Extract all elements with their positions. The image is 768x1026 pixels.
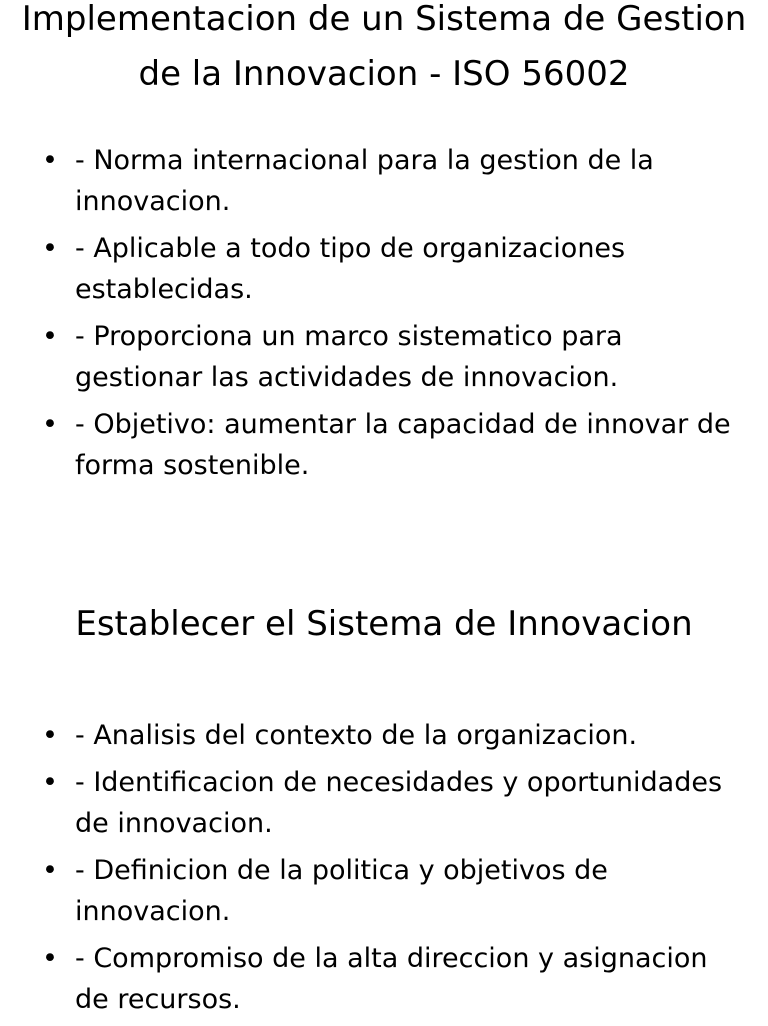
bullet-list: [38, 715, 738, 1026]
bullet-text: - Aplicable a todo tipo de organizaciones establecidas.: [75, 233, 626, 305]
bullet-text: - Analisis del contexto de la organizacion.: [75, 720, 638, 751]
bullet-dot-icon: •: [42, 145, 58, 176]
bullet-item: [38, 715, 738, 756]
slide-title: Establecer el Sistema de Innovacion: [75, 604, 693, 644]
bullet-text: - Definicion de la politica y objetivos de innovacion.: [75, 855, 608, 927]
bullet-list: [38, 140, 738, 492]
bullet-text: - Compromiso de la alta direccion y asignacion de recursos.: [75, 943, 708, 1015]
bullet-text: - Proporciona un marco sistematico para gestionar las actividades de innovacion.: [75, 321, 623, 393]
bullet-item: [38, 228, 738, 310]
bullet-item: [38, 140, 738, 222]
slide-1: [0, 0, 768, 512]
bullet-text: - Identificacion de necesidades y oportunidades de innovacion.: [75, 767, 723, 839]
slide-title: Implementacion de un Sistema de Gestion de la Innovacion - ISO 56002: [21, 0, 747, 94]
bullet-dot-icon: •: [42, 321, 58, 352]
bullet-item: [38, 938, 738, 1020]
bullet-item: [38, 762, 738, 844]
bullet-dot-icon: •: [42, 720, 58, 751]
bullet-item: [38, 316, 738, 398]
bullet-dot-icon: •: [42, 943, 58, 974]
bullet-text: - Norma internacional para la gestion de la innovacion.: [75, 145, 654, 217]
bullet-dot-icon: •: [42, 233, 58, 264]
bullet-dot-icon: •: [42, 767, 58, 798]
bullet-dot-icon: •: [42, 409, 58, 440]
bullet-dot-icon: •: [42, 855, 58, 886]
bullet-item: [38, 404, 738, 486]
slide-2: [0, 512, 768, 1024]
bullet-text: - Objetivo: aumentar la capacidad de innovar de forma sostenible.: [75, 409, 731, 481]
bullet-item: [38, 850, 738, 932]
